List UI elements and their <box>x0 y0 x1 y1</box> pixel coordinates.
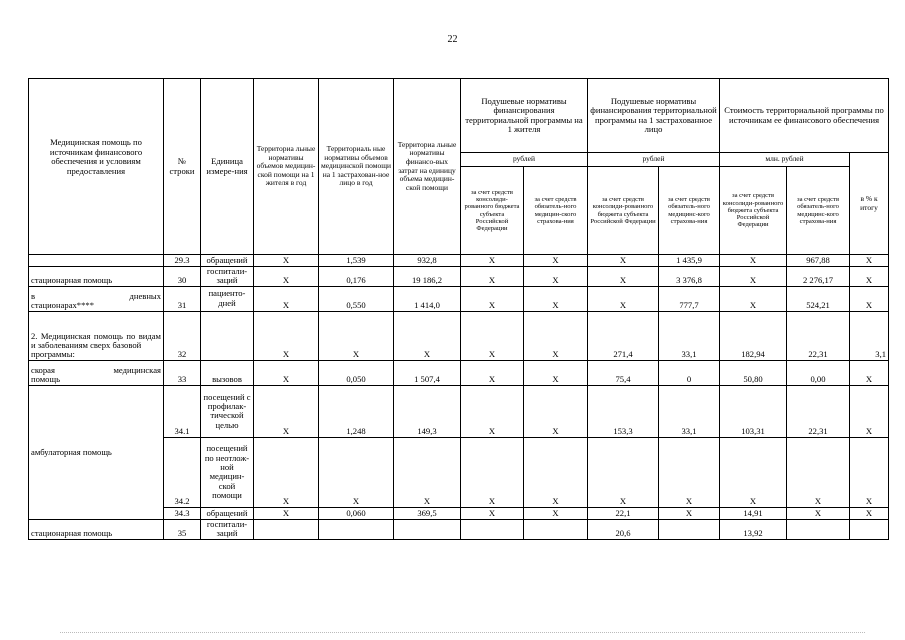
scan-footer-line <box>60 632 865 633</box>
cell-row-no: 34.1 <box>164 385 201 437</box>
header-sub-oms-3: за счет средств обязатель-ного медицинс-кого страхова-ния <box>787 167 850 255</box>
cell-unit: обращений <box>201 255 254 267</box>
cell: Х <box>524 255 588 267</box>
care-label-line-1: скорая медицинская <box>31 365 161 375</box>
care-label-line-1: в дневных <box>31 291 161 301</box>
cell: 13,92 <box>720 519 787 539</box>
cell-row-no: 34.2 <box>164 437 201 507</box>
cell: 33,1 <box>659 311 720 360</box>
cell: Х <box>720 255 787 267</box>
cell: Х <box>787 437 850 507</box>
cell: 75,4 <box>588 360 659 385</box>
table-row <box>29 286 889 311</box>
table-row <box>29 519 889 539</box>
cell: Х <box>659 507 720 519</box>
cell: Х <box>394 437 461 507</box>
cell-row-no: 30 <box>164 267 201 287</box>
cell: 22,31 <box>787 385 850 437</box>
table-row <box>29 267 889 287</box>
cell: Х <box>254 267 319 287</box>
cell: 932,8 <box>394 255 461 267</box>
table-row <box>29 255 889 267</box>
page-number: 22 <box>447 34 458 45</box>
cell <box>254 519 319 539</box>
cell: 1,248 <box>319 385 394 437</box>
cell: Х <box>254 507 319 519</box>
cell <box>394 519 461 539</box>
cell: 1 507,4 <box>394 360 461 385</box>
cell-care: стационарная помощь <box>29 267 164 287</box>
header-sub-oms-2: за счет средств обязатель-ного медицинс-кого страхова-ния <box>659 167 720 255</box>
cell-row-no: 34.3 <box>164 507 201 519</box>
cell: Х <box>524 437 588 507</box>
header-sub-budget-3: за счет средств консолиди-рованного бюджета субъекта Российской Федерации <box>720 167 787 255</box>
cell: Х <box>850 267 889 287</box>
cell: Х <box>720 267 787 287</box>
cell-care <box>29 286 164 311</box>
care-label-line-1: 2. Медицинская помощь по видам и заболеваниям сверх базовой <box>31 330 161 350</box>
header-sub-budget-1: за счет средств консолиди-рованного бюджета субъекта Российской Федерации <box>461 167 524 255</box>
cell: 3 376,8 <box>659 267 720 287</box>
header-unit-rub-2: рублей <box>588 153 720 167</box>
cell: Х <box>394 311 461 360</box>
cell: 33,1 <box>659 385 720 437</box>
header-unit-rub-1: рублей <box>461 153 588 167</box>
cell: Х <box>319 311 394 360</box>
cell: Х <box>787 507 850 519</box>
cell: 1 435,9 <box>659 255 720 267</box>
cell: 22,31 <box>787 311 850 360</box>
cell <box>319 519 394 539</box>
cell-unit: вызовов <box>201 360 254 385</box>
cell-row-no: 29.3 <box>164 255 201 267</box>
cell: 1 414,0 <box>394 286 461 311</box>
cell-care: стационарная помощь <box>29 519 164 539</box>
cell-unit: посещений по неотлож-ной медицин-ской помощи <box>201 437 254 507</box>
cell: 524,21 <box>787 286 850 311</box>
cell: 777,7 <box>659 286 720 311</box>
cell: Х <box>254 286 319 311</box>
cell: Х <box>461 267 524 287</box>
cell: Х <box>524 286 588 311</box>
cell: Х <box>524 267 588 287</box>
cell: Х <box>850 286 889 311</box>
cell: Х <box>254 255 319 267</box>
header-vol-per-resident: Территориа льные нормативы объемов медицин-ской помощи на 1 жителя в год <box>254 79 319 255</box>
cell: Х <box>850 255 889 267</box>
cell: Х <box>850 360 889 385</box>
cell: Х <box>720 286 787 311</box>
cell-care <box>29 255 164 267</box>
cell <box>524 519 588 539</box>
header-care: Медицинская помощь по источникам финансового обеспечения и условиям предоставления <box>29 79 164 255</box>
cell: 967,88 <box>787 255 850 267</box>
cell: Х <box>461 311 524 360</box>
cell-unit: посещений с профилак-тической целью <box>201 385 254 437</box>
header-unit-mln: млн. рублей <box>720 153 850 167</box>
cell: Х <box>319 437 394 507</box>
cell: 3,1 <box>850 311 889 360</box>
cell: 0,00 <box>787 360 850 385</box>
cell: 0 <box>659 360 720 385</box>
cell-unit: госпитали-заций <box>201 519 254 539</box>
cell: Х <box>720 437 787 507</box>
header-vol-per-insured: Территориаль ные нормативы объемов медицинской помощи на 1 застрахован-ное лицо в год <box>319 79 394 255</box>
header-sub-oms-1: за счет средств обязатель-ного медицин-ского страхова-ния <box>524 167 588 255</box>
cell: 2 276,17 <box>787 267 850 287</box>
cell: Х <box>850 437 889 507</box>
cell: 153,3 <box>588 385 659 437</box>
cell: Х <box>461 286 524 311</box>
header-percent: в % к итогу <box>850 153 889 255</box>
norms-table <box>28 78 889 540</box>
cell: Х <box>254 437 319 507</box>
header-group-per-insured: Подушевые нормативы финансирования территориальной программы на 1 застрахованное лицо <box>588 79 720 153</box>
cell: Х <box>524 360 588 385</box>
cell: 14,91 <box>720 507 787 519</box>
header-group-per-resident: Подушевые нормативы финансирования территориальной программы на 1 жителя <box>461 79 588 153</box>
cell-row-no: 35 <box>164 519 201 539</box>
cell <box>787 519 850 539</box>
header-unit: Единица измере-ния <box>201 79 254 255</box>
care-label-line-2: программы: <box>31 349 75 360</box>
header-row-no: № строки <box>164 79 201 255</box>
cell-row-no: 33 <box>164 360 201 385</box>
cell: 182,94 <box>720 311 787 360</box>
cell: 0,176 <box>319 267 394 287</box>
cell: Х <box>588 255 659 267</box>
cell: 0,550 <box>319 286 394 311</box>
cell-unit <box>201 311 254 360</box>
cell: Х <box>524 311 588 360</box>
cell: Х <box>254 311 319 360</box>
cell-care: амбулаторная помощь <box>29 385 164 519</box>
cell: Х <box>850 385 889 437</box>
care-label-line-2: помощь <box>31 374 61 385</box>
table-row <box>29 311 889 360</box>
cell: Х <box>524 385 588 437</box>
cell: 1,539 <box>319 255 394 267</box>
cell: Х <box>588 286 659 311</box>
cell: 19 186,2 <box>394 267 461 287</box>
cell: 149,3 <box>394 385 461 437</box>
cell-care <box>29 360 164 385</box>
cell-unit: госпитали-заций <box>201 267 254 287</box>
table-row <box>29 385 889 437</box>
cell: 369,5 <box>394 507 461 519</box>
cell: Х <box>254 385 319 437</box>
header-group-cost: Стоимость территориальной программы по источникам ее финансового обеспечения <box>720 79 889 153</box>
cell: 0,050 <box>319 360 394 385</box>
cell: Х <box>461 507 524 519</box>
header-sub-budget-2: за счет средств консолиди-рованного бюджета субъекта Российской Федерации <box>588 167 659 255</box>
cell-unit: пациенто-дней <box>201 286 254 311</box>
cell: Х <box>659 437 720 507</box>
cell: Х <box>254 360 319 385</box>
cell: 0,060 <box>319 507 394 519</box>
cell: 20,6 <box>588 519 659 539</box>
cell-unit: обращений <box>201 507 254 519</box>
cell: Х <box>524 507 588 519</box>
cell: Х <box>461 437 524 507</box>
cell-row-no: 31 <box>164 286 201 311</box>
cell: Х <box>588 437 659 507</box>
cell-row-no: 32 <box>164 311 201 360</box>
cell <box>461 519 524 539</box>
cell <box>659 519 720 539</box>
header-cost-norm: Территориа льные нормативы финансо-вых затрат на единицу объема медицин-ской помощи <box>394 79 461 255</box>
cell <box>850 519 889 539</box>
cell: Х <box>588 267 659 287</box>
cell: Х <box>461 385 524 437</box>
cell: Х <box>461 255 524 267</box>
care-label-line-2: стационарах**** <box>31 300 94 311</box>
cell-care <box>29 311 164 360</box>
cell: Х <box>461 360 524 385</box>
cell: 50,80 <box>720 360 787 385</box>
cell: 22,1 <box>588 507 659 519</box>
cell: 271,4 <box>588 311 659 360</box>
cell: Х <box>850 507 889 519</box>
table-row <box>29 360 889 385</box>
cell: 103,31 <box>720 385 787 437</box>
